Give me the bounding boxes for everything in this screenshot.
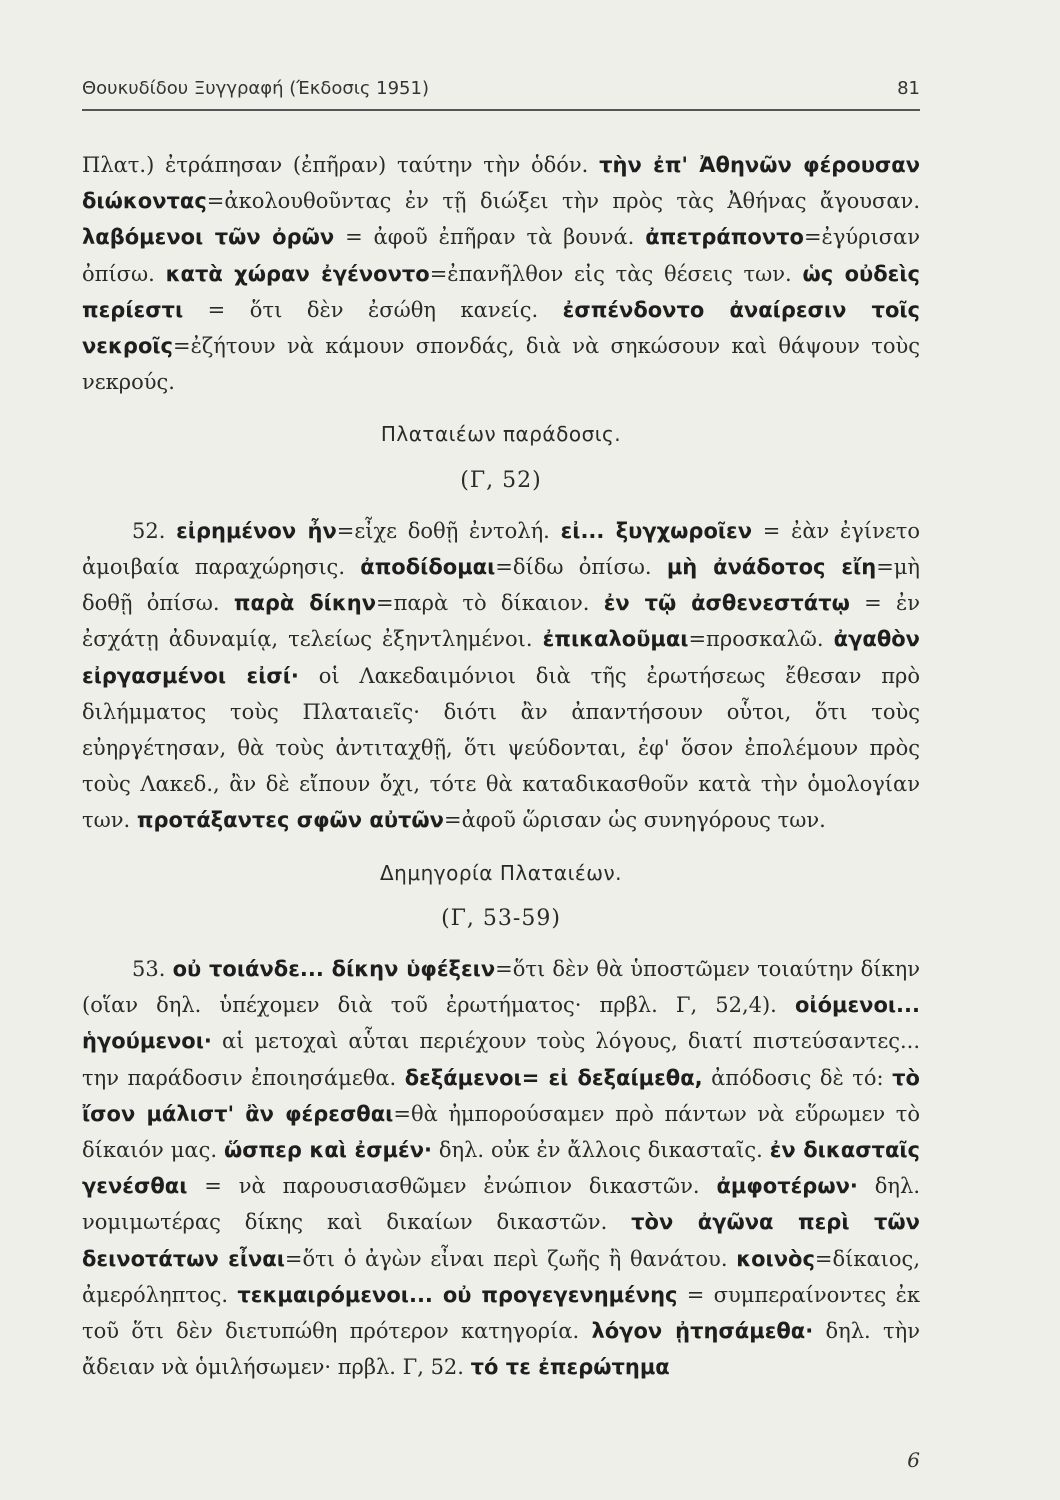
- gloss-text: =δίδω ὀπίσω.: [495, 555, 667, 580]
- paragraph-commentary-52: [82, 513, 920, 839]
- gloss-text: αἱ μετοχαὶ αὗται περιέχουν τοὺς λόγους, διατί πιστεύσαντες... την παράδοσιν ἐποιησάμεθα.: [82, 1029, 920, 1090]
- gloss-text: = ἀφοῦ ἐπῆραν τὰ βουνά.: [334, 225, 646, 250]
- body-text: [82, 147, 920, 1386]
- gloss-text: = ἐὰν ἐγίνετο ἀμοιβαία παραχώρησις.: [82, 518, 920, 580]
- page: [82, 78, 920, 1386]
- gloss-text: =ἐγύρισαν ὀπίσω.: [82, 225, 920, 286]
- gloss-text: =δίκαιος, ἀμερόληπτος.: [82, 1246, 920, 1307]
- gloss-text: = συμπεραίνοντες ἐκ τοῦ ὅτι δὲν διετυπώθη πρότερον κατηγορία.: [82, 1282, 920, 1344]
- signature-mark: 6: [907, 1448, 920, 1472]
- gloss-text: δηλ. τὴν ἄδειαν νὰ ὁμιλήσωμεν· πρβλ. Γ, 52.: [82, 1319, 920, 1380]
- lemma-term: μὴ ἀνάδοτος εἴη: [666, 555, 877, 580]
- gloss-text: =ἀκολουθοῦντας ἐν τῇ διώξει τὴν πρὸς τὰς Ἀθήνας ἄγουσαν.: [206, 189, 920, 214]
- section-ref-paradosis: (Γ, 52): [460, 467, 542, 493]
- gloss-text: =ὅτι δὲν θὰ ὑποστῶμεν τοιαύτην δίκην (οἵαν δηλ. ὑπέχομεν διὰ τοῦ ἐρωτήματος· πρβλ. Γ, 52,4).: [82, 957, 921, 1018]
- gloss-text: =θὰ ἠμπορούσαμεν πρὸ πάντων νὰ εὕρωμεν τὸ δίκαιόν μας.: [82, 1101, 920, 1163]
- lemma-term: παρὰ δίκην: [233, 591, 377, 616]
- gloss-text: οἱ Λακεδαιμόνιοι διὰ τῆς ἐρωτήσεως ἔθεσαν πρὸ διλήμματος τοὺς Πλαταιεῖς· διότι ἂν ἀπαντήσουν οὗτοι, ὅτι τοὺς εὐηργέτησαν, θὰ τοὺς ἀντιταχθῇ, ὅτι ψεύδονται, ἐφ' ὅσον ἐπολέμουν πρὸς τοὺς Λακεδ., ἂν δὲ εἴπουν ὄχι, τότε θὰ καταδικασθοῦν κατὰ τὴν ὁμολογίαν των.: [82, 663, 920, 833]
- gloss-text: =προσκαλῶ.: [688, 627, 834, 652]
- lemma-term: λόγον ᾐτησάμεθα·: [591, 1319, 814, 1344]
- lemma-term: ἐν δικασταῖς γενέσθαι: [82, 1138, 921, 1199]
- lemma-term: κοινὸς: [736, 1246, 815, 1271]
- gloss-text: Πλατ.) ἐτράπησαν (ἐπῆραν) ταύτην τὴν ὁδόν.: [82, 153, 600, 177]
- lemma-term: κατὰ χώραν ἐγένοντο: [165, 261, 430, 286]
- gloss-text: δηλ. νομιμωτέρας δίκης καὶ δικαίων δικαστῶν.: [82, 1174, 920, 1235]
- lemma-term: ἀγαθὸν εἰργασμένοι εἰσί·: [82, 627, 920, 688]
- lemma-term: οὐ τοιάνδε... δίκην ὑφέξειν: [172, 957, 496, 982]
- lemma-term: λαβόμενοι τῶν ὀρῶν: [82, 225, 335, 250]
- lemma-term: ἀπετράποντο: [645, 225, 804, 250]
- gloss-text: δηλ. οὐκ ἐν ἄλλοις δικασταῖς.: [431, 1138, 770, 1163]
- lemma-term: τεκμαιρόμενοι... οὐ προγεγενημένης: [237, 1282, 678, 1307]
- gloss-text: =ἀφοῦ ὥρισαν ὡς συνηγόρους των.: [443, 808, 826, 833]
- section-title-paradosis: Πλαταιέων παράδοσις.: [380, 422, 622, 447]
- lemma-term: ἐσπένδοντο ἀναίρεσιν τοῖς νεκροῖς: [82, 297, 920, 359]
- gloss-text: =παρὰ τὸ δίκαιον.: [376, 591, 604, 616]
- lemma-term: εἰ... ξυγχωροῖεν: [560, 518, 753, 543]
- lemma-term: τὴν ἐπ' Ἀθηνῶν φέρουσαν διώκοντας: [82, 153, 921, 214]
- gloss-text: = νὰ παρουσιασθῶμεν ἐνώπιον δικαστῶν.: [187, 1174, 717, 1199]
- gloss-text: ἀπόδοσις δὲ τό:: [702, 1065, 893, 1090]
- gloss-text: =εἶχε δοθῇ ἐντολή.: [336, 518, 561, 543]
- gloss-text: 52.: [132, 518, 177, 543]
- lemma-term: τὸ ἴσον μάλιστ' ἂν φέρεσθαι: [82, 1065, 920, 1126]
- lemma-term: τὸν ἀγῶνα περὶ τῶν δεινοτάτων εἶναι: [82, 1210, 920, 1271]
- lemma-term: προτάξαντες σφῶν αὐτῶν: [136, 808, 444, 833]
- lemma-term: τό τε ἐπερώτημα: [470, 1355, 670, 1380]
- lemma-term: ὡς οὐδεὶς περίεστι: [82, 261, 920, 322]
- lemma-term: οἰόμενοι... ἡγούμενοι·: [82, 993, 920, 1054]
- header-title: Θουκυδίδου Ξυγγραφή (Έκδοσις 1951): [82, 78, 429, 99]
- lemma-term: ἐπικαλοῦμαι: [542, 627, 689, 652]
- gloss-text: =μὴ δοθῇ ὀπίσω.: [82, 555, 921, 616]
- section-ref-demegoria: (Γ, 53-59): [441, 905, 561, 931]
- gloss-text: = ὅτι δὲν ἐσώθη κανείς.: [183, 297, 563, 322]
- lemma-term: ἀμφοτέρων·: [716, 1174, 858, 1199]
- lemma-term: ἀποδίδομαι: [360, 555, 496, 580]
- gloss-text: =ὅτι ὁ ἀγὼν εἶναι περὶ ζωῆς ἢ θανάτου.: [284, 1246, 737, 1271]
- gloss-text: =ἐπανῆλθον εἰς τὰς θέσεις των.: [429, 261, 803, 286]
- gloss-text: =ἐζήτουν νὰ κάμουν σπονδάς, διὰ νὰ σηκώσουν καὶ θάψουν τοὺς νεκρούς.: [82, 334, 920, 395]
- paragraph-commentary-53: [82, 951, 920, 1385]
- running-header: [82, 78, 920, 111]
- lemma-term: ἐν τῷ ἀσθενεστάτῳ: [603, 591, 850, 616]
- paragraph-commentary-1: [82, 147, 920, 400]
- gloss-text: 53.: [132, 957, 173, 982]
- section-title-demegoria: Δημηγορία Πλαταιέων.: [380, 860, 622, 885]
- lemma-term: δεξάμενοι= εἰ δεξαίμεθα,: [404, 1065, 703, 1090]
- lemma-term: ὥσπερ καὶ ἐσμέν·: [223, 1138, 432, 1163]
- gloss-text: = ἐν ἐσχάτῃ ἀδυναμίᾳ, τελείως ἐξηντλημένοι.: [82, 591, 921, 652]
- lemma-term: εἰρημένον ἦν: [176, 518, 337, 543]
- page-number: 81: [897, 78, 920, 99]
